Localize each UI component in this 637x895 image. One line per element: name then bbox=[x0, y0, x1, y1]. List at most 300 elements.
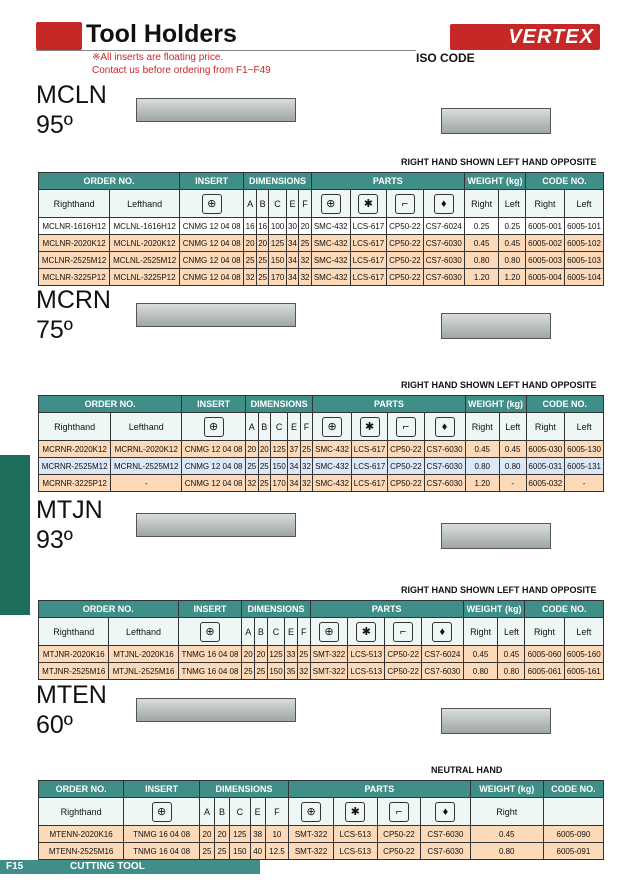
table-cell: 25 bbox=[255, 663, 268, 680]
subheader-cell: A bbox=[242, 618, 255, 646]
table-header-row bbox=[39, 781, 604, 798]
table-cell: 32 bbox=[297, 663, 310, 680]
table-cell: 6005-003 bbox=[526, 252, 565, 269]
table-cell: CP50-22 bbox=[387, 218, 424, 235]
drawing-caption: RIGHT HAND SHOWN LEFT HAND OPPOSITE bbox=[401, 157, 597, 167]
part-icon-cell bbox=[350, 190, 387, 218]
subheader-cell: Righthand bbox=[39, 798, 124, 826]
table-cell: MTJNR-2020K16 bbox=[39, 646, 109, 663]
part-icon: ♦ bbox=[435, 417, 455, 437]
table-header-row bbox=[39, 601, 604, 618]
table-cell: 0.80 bbox=[464, 252, 499, 269]
table-cell: LCS-513 bbox=[333, 843, 377, 860]
footer-page-number: F15 bbox=[6, 861, 24, 872]
subheader-cell: A bbox=[199, 798, 214, 826]
part-icon-cell bbox=[377, 798, 421, 826]
table-cell: MCRNL-2020K12 bbox=[111, 441, 182, 458]
table-cell: MCLNR-1616H12 bbox=[39, 218, 110, 235]
table-cell: MCLNL-2020K12 bbox=[110, 235, 180, 252]
table-row bbox=[39, 458, 604, 475]
subheader-cell: B bbox=[255, 618, 268, 646]
table-cell: 33 bbox=[285, 646, 298, 663]
table-cell: 25 bbox=[299, 235, 312, 252]
table-cell: CP50-22 bbox=[387, 252, 424, 269]
table-cell: CNMG 12 04 08 bbox=[180, 235, 244, 252]
table-cell: CS7-6030 bbox=[421, 826, 470, 843]
tool-drawing-top bbox=[136, 303, 296, 327]
table-cell: 6005-091 bbox=[543, 843, 603, 860]
table-cell: CP50-22 bbox=[385, 663, 422, 680]
tool-drawing-side bbox=[441, 708, 551, 734]
table-cell: 0.80 bbox=[499, 458, 526, 475]
section-angle: 93º bbox=[36, 526, 73, 554]
section-name: MCRN bbox=[36, 286, 111, 314]
table-cell: LCS-617 bbox=[351, 441, 387, 458]
table-header-row bbox=[39, 396, 604, 413]
header-cell: WEIGHT (kg) bbox=[470, 781, 543, 798]
table-cell: 32 bbox=[244, 269, 257, 286]
table-cell: LCS-513 bbox=[348, 646, 385, 663]
table-cell: 6005-130 bbox=[565, 441, 604, 458]
part-icon: ✱ bbox=[356, 622, 376, 642]
subheader-cell: E bbox=[285, 618, 298, 646]
header-cell: DIMENSIONS bbox=[242, 601, 310, 618]
insert-icon-cell bbox=[178, 618, 242, 646]
table-cell: MCRNR-3225P12 bbox=[39, 475, 111, 492]
table-cell: CS7-6024 bbox=[423, 218, 464, 235]
table-cell: LCS-617 bbox=[350, 235, 387, 252]
table-cell: TNMG 16 04 08 bbox=[178, 663, 242, 680]
table-cell: 32 bbox=[299, 252, 312, 269]
table-cell: SMT-322 bbox=[310, 663, 348, 680]
part-icon: ⊕ bbox=[322, 417, 342, 437]
table-cell: 6005-004 bbox=[526, 269, 565, 286]
table-row bbox=[39, 441, 604, 458]
table-cell: 0.45 bbox=[465, 441, 499, 458]
table-cell: 150 bbox=[271, 458, 288, 475]
table-cell: 150 bbox=[267, 663, 284, 680]
tool-drawing-top bbox=[136, 513, 296, 537]
table-subheader-row bbox=[39, 190, 604, 218]
subheader-cell: F bbox=[297, 618, 310, 646]
subheader-cell: Right bbox=[463, 618, 498, 646]
part-icon-cell bbox=[313, 413, 352, 441]
part-icon-cell bbox=[333, 798, 377, 826]
header-cell: PARTS bbox=[313, 396, 465, 413]
header-cell: INSERT bbox=[178, 601, 242, 618]
table-cell: 32 bbox=[299, 269, 312, 286]
table-cell: MTJNL-2525M16 bbox=[109, 663, 178, 680]
subheader-cell: E bbox=[250, 798, 265, 826]
table-row bbox=[39, 475, 604, 492]
company-logo bbox=[36, 22, 82, 50]
table-cell: LCS-617 bbox=[350, 218, 387, 235]
table-cell: MTJNL-2020K16 bbox=[109, 646, 178, 663]
table-cell: 37 bbox=[288, 441, 301, 458]
subheader-cell: F bbox=[299, 190, 312, 218]
header-cell: CODE NO. bbox=[543, 781, 603, 798]
table-cell: MCLNR-2525M12 bbox=[39, 252, 110, 269]
table-cell: MTENN-2525M16 bbox=[39, 843, 124, 860]
part-icon-cell bbox=[423, 190, 464, 218]
part-icon: ♦ bbox=[435, 802, 455, 822]
subheader-cell: B bbox=[258, 413, 271, 441]
header-cell: CODE NO. bbox=[525, 601, 604, 618]
subheader-cell: E bbox=[286, 190, 299, 218]
part-icon: ♦ bbox=[434, 194, 454, 214]
table-cell: MTJNR-2525M16 bbox=[39, 663, 109, 680]
header-cell: WEIGHT (kg) bbox=[464, 173, 525, 190]
table-cell: CS7-6030 bbox=[423, 235, 464, 252]
table-cell: MCLNR-3225P12 bbox=[39, 269, 110, 286]
table-cell: 0.80 bbox=[470, 843, 543, 860]
table-cell: 100 bbox=[269, 218, 286, 235]
iso-code-label: ISO CODE bbox=[416, 51, 475, 65]
table-cell: 34 bbox=[286, 252, 299, 269]
header-cell: INSERT bbox=[182, 396, 246, 413]
spec-table bbox=[38, 172, 604, 286]
table-cell: MCLNR-2020K12 bbox=[39, 235, 110, 252]
table-cell: CP50-22 bbox=[377, 826, 421, 843]
table-cell: 12.5 bbox=[265, 843, 288, 860]
table-cell: 30 bbox=[286, 218, 299, 235]
table-cell: 20 bbox=[255, 646, 268, 663]
table-cell: 6005-060 bbox=[525, 646, 564, 663]
part-icon: ⌐ bbox=[395, 194, 415, 214]
subheader-cell: Righthand bbox=[39, 190, 110, 218]
table-cell: MCLNL-2525M12 bbox=[110, 252, 180, 269]
subheader-cell: B bbox=[214, 798, 229, 826]
table-cell: 25 bbox=[242, 663, 255, 680]
table-cell: SMC-432 bbox=[311, 218, 350, 235]
table-cell: 34 bbox=[286, 235, 299, 252]
table-cell: 35 bbox=[285, 663, 298, 680]
table-cell: 32 bbox=[300, 458, 313, 475]
table-cell: 0.80 bbox=[498, 663, 525, 680]
table-cell: SMC-432 bbox=[311, 269, 350, 286]
section-angle: 95º bbox=[36, 111, 73, 139]
table-cell: 25 bbox=[297, 646, 310, 663]
section-name: MTEN bbox=[36, 681, 107, 709]
table-cell: CP50-22 bbox=[387, 269, 424, 286]
table-cell: 6005-131 bbox=[565, 458, 604, 475]
subheader-cell: C bbox=[269, 190, 286, 218]
table-cell: 0.45 bbox=[464, 235, 499, 252]
note-2: Contact us before ordering from F1~F49 bbox=[92, 65, 271, 76]
table-cell: 20 bbox=[246, 441, 259, 458]
page-title: Tool Holders bbox=[86, 20, 237, 48]
table-cell: 0.45 bbox=[499, 441, 526, 458]
table-cell: CS7-6030 bbox=[424, 458, 465, 475]
part-icon: ✱ bbox=[358, 194, 378, 214]
notes bbox=[92, 51, 271, 77]
part-icon: ⌐ bbox=[393, 622, 413, 642]
table-row bbox=[39, 646, 604, 663]
part-icon-cell bbox=[424, 413, 465, 441]
table-row bbox=[39, 826, 604, 843]
part-icon: ⊕ bbox=[319, 622, 339, 642]
table-cell: SMT-322 bbox=[289, 826, 334, 843]
table-cell: 20 bbox=[242, 646, 255, 663]
subheader-cell: A bbox=[244, 190, 257, 218]
table-cell: - bbox=[499, 475, 526, 492]
table-cell: 0.80 bbox=[465, 458, 499, 475]
table-cell: MCLNL-1616H12 bbox=[110, 218, 180, 235]
subheader-cell: Lefthand bbox=[110, 190, 180, 218]
drawing-caption: RIGHT HAND SHOWN LEFT HAND OPPOSITE bbox=[401, 585, 597, 595]
table-cell: - bbox=[111, 475, 182, 492]
part-icon-cell bbox=[310, 618, 348, 646]
table-cell: 6005-001 bbox=[526, 218, 565, 235]
table-row bbox=[39, 663, 604, 680]
tool-drawing-side bbox=[441, 108, 551, 134]
header-cell: WEIGHT (kg) bbox=[465, 396, 526, 413]
table-cell: 0.80 bbox=[499, 252, 526, 269]
subheader-cell: Righthand bbox=[39, 618, 109, 646]
table-cell: CS7-6030 bbox=[423, 269, 464, 286]
header-cell: DIMENSIONS bbox=[244, 173, 312, 190]
table-cell: 150 bbox=[230, 843, 251, 860]
header-cell: CODE NO. bbox=[526, 173, 604, 190]
table-cell: 20 bbox=[244, 235, 257, 252]
note-1: ※All inserts are floating price. bbox=[92, 52, 224, 63]
table-cell: 20 bbox=[214, 826, 229, 843]
table-cell: - bbox=[565, 475, 604, 492]
subheader-cell: Right bbox=[526, 413, 565, 441]
part-icon-cell bbox=[311, 190, 350, 218]
table-cell: LCS-617 bbox=[350, 269, 387, 286]
spec-table bbox=[38, 600, 604, 680]
table-cell: MCRNL-2525M12 bbox=[111, 458, 182, 475]
insert-icon-cell bbox=[182, 413, 246, 441]
table-cell: MTENN-2020K16 bbox=[39, 826, 124, 843]
table-cell: 16 bbox=[244, 218, 257, 235]
table-subheader-row bbox=[39, 618, 604, 646]
header-cell: WEIGHT (kg) bbox=[463, 601, 525, 618]
subheader-cell: C bbox=[267, 618, 284, 646]
header-cell: ORDER NO. bbox=[39, 781, 124, 798]
part-icon: ✱ bbox=[345, 802, 365, 822]
table-cell: 20 bbox=[299, 218, 312, 235]
subheader-cell: Lefthand bbox=[109, 618, 178, 646]
table-cell: 0.80 bbox=[463, 663, 498, 680]
table-cell: 1.20 bbox=[464, 269, 499, 286]
table-cell: 38 bbox=[250, 826, 265, 843]
table-cell: 125 bbox=[267, 646, 284, 663]
tool-drawing-top bbox=[136, 98, 296, 122]
header-cell: ORDER NO. bbox=[39, 396, 182, 413]
part-icon-cell bbox=[351, 413, 387, 441]
table-cell: 0.45 bbox=[470, 826, 543, 843]
table-cell: CS7-6030 bbox=[424, 441, 465, 458]
table-cell: MCLNL-3225P12 bbox=[110, 269, 180, 286]
table-row bbox=[39, 235, 604, 252]
table-cell: 6005-161 bbox=[564, 663, 603, 680]
table-cell: 25 bbox=[300, 441, 313, 458]
table-cell: 1.20 bbox=[465, 475, 499, 492]
header-cell: PARTS bbox=[289, 781, 470, 798]
table-cell: LCS-617 bbox=[351, 458, 387, 475]
subheader-cell: C bbox=[271, 413, 288, 441]
table-row bbox=[39, 252, 604, 269]
header-cell: INSERT bbox=[180, 173, 244, 190]
table-cell: 0.45 bbox=[463, 646, 498, 663]
table-cell: SMC-432 bbox=[311, 252, 350, 269]
header-cell: ORDER NO. bbox=[39, 173, 180, 190]
table-cell: CNMG 12 04 08 bbox=[180, 218, 244, 235]
table-cell: CS7-6030 bbox=[421, 843, 470, 860]
part-icon: ⊕ bbox=[321, 194, 341, 214]
table-cell: 6005-032 bbox=[526, 475, 565, 492]
table-cell: CNMG 12 04 08 bbox=[182, 441, 246, 458]
header-cell: PARTS bbox=[311, 173, 464, 190]
table-cell: 25 bbox=[258, 475, 271, 492]
subheader-cell bbox=[543, 798, 603, 826]
part-icon-cell bbox=[289, 798, 334, 826]
table-cell: SMC-432 bbox=[313, 475, 352, 492]
side-tab-image bbox=[0, 455, 30, 615]
table-subheader-row bbox=[39, 798, 604, 826]
section-mcln bbox=[36, 80, 606, 282]
table-cell: 6005-002 bbox=[526, 235, 565, 252]
table-cell: CNMG 12 04 08 bbox=[180, 269, 244, 286]
header-cell: CODE NO. bbox=[526, 396, 604, 413]
drawing-caption: RIGHT HAND SHOWN LEFT HAND OPPOSITE bbox=[401, 380, 597, 390]
table-row bbox=[39, 218, 604, 235]
table-cell: SMT-322 bbox=[310, 646, 348, 663]
table-cell: LCS-513 bbox=[333, 826, 377, 843]
table-cell: MCRNR-2525M12 bbox=[39, 458, 111, 475]
tool-drawing-top bbox=[136, 698, 296, 722]
table-cell: 6005-103 bbox=[565, 252, 604, 269]
tool-drawing-side bbox=[441, 523, 551, 549]
subheader-cell: Right bbox=[465, 413, 499, 441]
subheader-cell: Right bbox=[470, 798, 543, 826]
section-mten bbox=[36, 680, 606, 860]
subheader-cell: Righthand bbox=[39, 413, 111, 441]
table-cell: 6005-101 bbox=[565, 218, 604, 235]
table-cell: 32 bbox=[300, 475, 313, 492]
header-cell: ORDER NO. bbox=[39, 601, 179, 618]
table-cell: 40 bbox=[250, 843, 265, 860]
part-icon: ✱ bbox=[360, 417, 380, 437]
table-cell: CS7-6030 bbox=[424, 475, 465, 492]
table-cell: 6005-090 bbox=[543, 826, 603, 843]
drawing-caption: NEUTRAL HAND bbox=[431, 765, 503, 775]
table-cell: LCS-617 bbox=[351, 475, 387, 492]
subheader-cell: A bbox=[246, 413, 259, 441]
table-cell: 20 bbox=[256, 235, 269, 252]
table-cell: 125 bbox=[271, 441, 288, 458]
table-cell: 6005-160 bbox=[564, 646, 603, 663]
header-cell: INSERT bbox=[124, 781, 200, 798]
table-cell: 125 bbox=[269, 235, 286, 252]
subheader-cell: E bbox=[288, 413, 301, 441]
part-icon-cell bbox=[388, 413, 424, 441]
table-cell: TNMG 16 04 08 bbox=[124, 843, 200, 860]
table-cell: 0.45 bbox=[498, 646, 525, 663]
table-cell: 20 bbox=[199, 826, 214, 843]
table-cell: SMC-432 bbox=[313, 458, 352, 475]
insert-icon-cell bbox=[124, 798, 200, 826]
header-cell: PARTS bbox=[310, 601, 463, 618]
subheader-cell: F bbox=[300, 413, 313, 441]
table-cell: CP50-22 bbox=[377, 843, 421, 860]
subheader-cell: Left bbox=[565, 413, 604, 441]
table-header-row bbox=[39, 173, 604, 190]
part-icon-cell bbox=[422, 618, 464, 646]
table-cell: 34 bbox=[288, 475, 301, 492]
table-cell: CP50-22 bbox=[385, 646, 422, 663]
subheader-cell: Left bbox=[499, 413, 526, 441]
table-cell: 6005-030 bbox=[526, 441, 565, 458]
table-cell: 6005-061 bbox=[525, 663, 564, 680]
table-cell: MCRNR-2020K12 bbox=[39, 441, 111, 458]
table-cell: TNMG 16 04 08 bbox=[124, 826, 200, 843]
table-cell: CS7-6030 bbox=[423, 252, 464, 269]
part-icon-cell bbox=[385, 618, 422, 646]
table-cell: 25 bbox=[244, 252, 257, 269]
insert-shape-icon: ⊕ bbox=[202, 194, 222, 214]
insert-shape-icon: ⊕ bbox=[200, 622, 220, 642]
table-cell: CP50-22 bbox=[388, 441, 424, 458]
table-cell: SMT-322 bbox=[289, 843, 334, 860]
table-cell: 10 bbox=[265, 826, 288, 843]
table-cell: 6005-031 bbox=[526, 458, 565, 475]
subheader-cell: Right bbox=[464, 190, 499, 218]
table-row bbox=[39, 269, 604, 286]
table-cell: 20 bbox=[258, 441, 271, 458]
subheader-cell: Left bbox=[499, 190, 526, 218]
subheader-cell: Left bbox=[498, 618, 525, 646]
table-cell: 25 bbox=[246, 458, 259, 475]
subheader-cell: B bbox=[256, 190, 269, 218]
table-cell: 16 bbox=[256, 218, 269, 235]
table-cell: CNMG 12 04 08 bbox=[180, 252, 244, 269]
insert-shape-icon: ⊕ bbox=[152, 802, 172, 822]
table-cell: CS7-6030 bbox=[422, 663, 464, 680]
subheader-cell: Lefthand bbox=[111, 413, 182, 441]
table-cell: 170 bbox=[269, 269, 286, 286]
footer-label: CUTTING TOOL bbox=[70, 861, 145, 872]
table-cell: 6005-104 bbox=[565, 269, 604, 286]
table-cell: TNMG 16 04 08 bbox=[178, 646, 242, 663]
table-cell: 0.45 bbox=[499, 235, 526, 252]
section-name: MCLN bbox=[36, 81, 107, 109]
table-cell: LCS-617 bbox=[350, 252, 387, 269]
table-cell: 125 bbox=[230, 826, 251, 843]
part-icon: ⊕ bbox=[301, 802, 321, 822]
subheader-cell: C bbox=[230, 798, 251, 826]
table-cell: CP50-22 bbox=[387, 235, 424, 252]
section-mcrn bbox=[36, 285, 606, 488]
section-angle: 60º bbox=[36, 711, 73, 739]
subheader-cell: Left bbox=[564, 618, 603, 646]
table-cell: 0.25 bbox=[464, 218, 499, 235]
header-cell: DIMENSIONS bbox=[199, 781, 288, 798]
insert-icon-cell bbox=[180, 190, 244, 218]
table-cell: 1.20 bbox=[499, 269, 526, 286]
table-cell: 34 bbox=[286, 269, 299, 286]
table-cell: 34 bbox=[288, 458, 301, 475]
table-cell: SMC-432 bbox=[313, 441, 352, 458]
spec-table bbox=[38, 395, 604, 492]
brand-name: VERTEX bbox=[508, 26, 594, 48]
section-mtjn bbox=[36, 495, 606, 675]
part-icon: ⌐ bbox=[389, 802, 409, 822]
table-cell: 0.25 bbox=[499, 218, 526, 235]
table-cell: CS7-6024 bbox=[422, 646, 464, 663]
